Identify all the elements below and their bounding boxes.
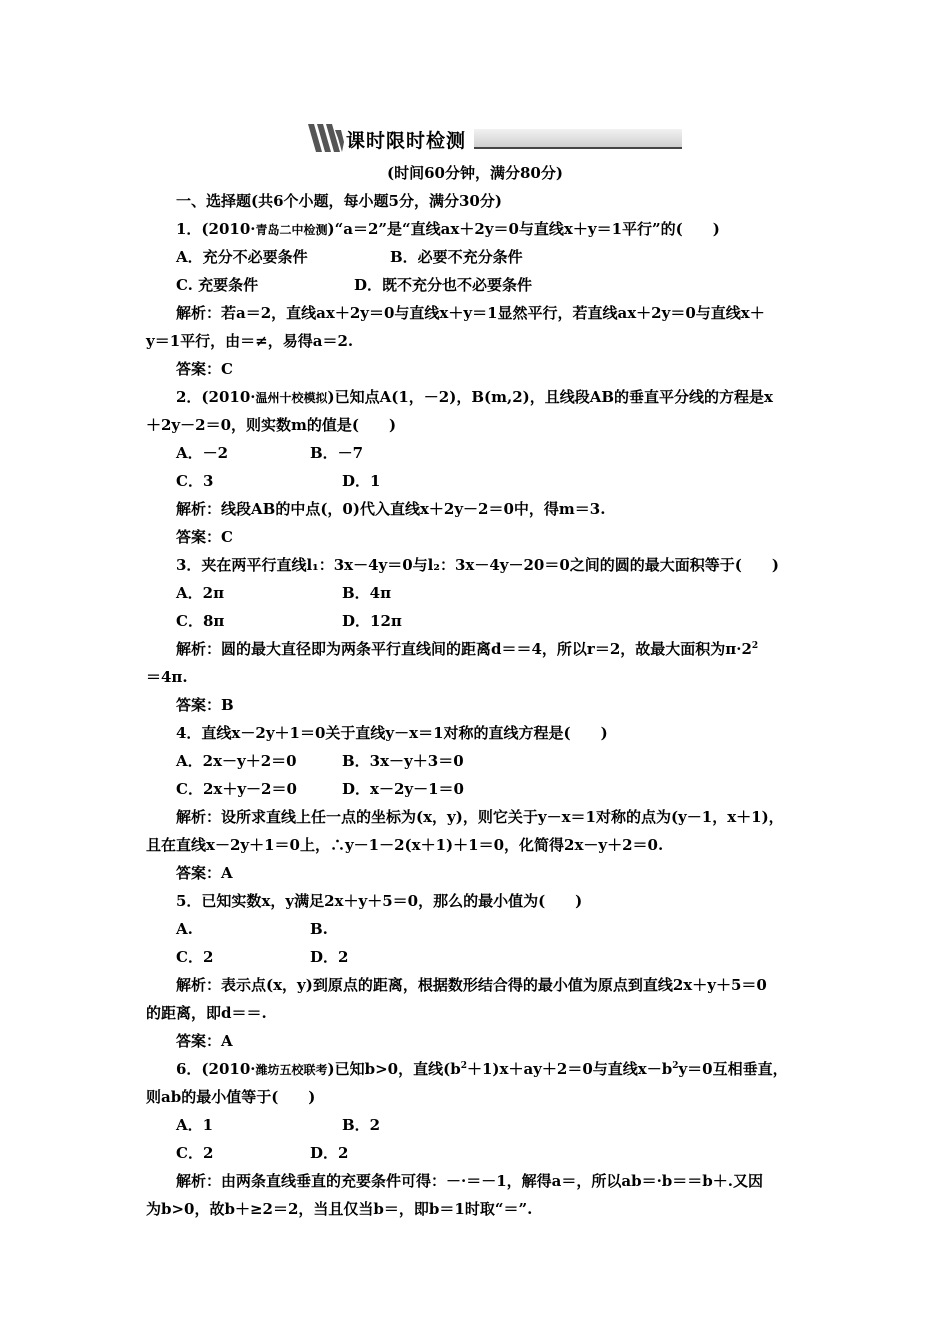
- q4-option-b: B．3x－y＋3＝0: [342, 752, 464, 770]
- q4-option-d: D．x－2y－1＝0: [342, 780, 464, 798]
- q2-answer: 答案：C: [176, 528, 233, 546]
- q1-solution-line2: y＝1平行，由＝≠，易得a＝2.: [146, 332, 354, 350]
- q3-option-d: D．12π: [342, 612, 402, 630]
- q2-options-row1: [176, 443, 846, 463]
- q6-number: 6．(2010·: [176, 1060, 256, 1078]
- q6-solution-line2: 为b>0，故b＋≥2＝2，当且仅当b＝，即b＝1时取“＝”.: [146, 1200, 533, 1218]
- q6-option-c: C．2: [176, 1144, 214, 1162]
- q2-solution: 解析：线段AB的中点(，0)代入直线x＋2y－2＝0中，得m＝3.: [176, 500, 606, 518]
- q3-option-a: A．2π: [176, 584, 225, 602]
- q2-options-row2: [176, 471, 846, 491]
- q6-stem-part1: )已知b>0，直线(b: [327, 1060, 461, 1078]
- q1-option-a: A．充分不必要条件: [176, 248, 308, 266]
- q1-option-b: B．必要不充分条件: [390, 248, 523, 266]
- q5-options-row2: [176, 947, 846, 967]
- q2-stem-line2: ＋2y－2＝0，则实数m的值是( ): [146, 416, 397, 434]
- q1-stem: )“a＝2”是“直线ax＋2y＝0与直线x＋y＝1平行”的( ): [327, 220, 720, 238]
- q1-option-d: D．既不充分也不必要条件: [354, 276, 533, 294]
- question-2: [176, 387, 846, 408]
- q3-solution-text: 解析：圆的最大直径即为两条平行直线间的距离d＝＝4，所以r＝2，故最大面积为π·2: [176, 640, 752, 658]
- stripes-icon: [308, 124, 344, 152]
- q1-number: 1．(2010·: [176, 220, 256, 238]
- q6-exponent-2: 2: [672, 1061, 679, 1071]
- q1-answer: 答案：C: [176, 360, 233, 378]
- q6-options-row1: [176, 1115, 846, 1135]
- q6-solution-line1: 解析：由两条直线垂直的充要条件可得：－·＝－1，解得a＝，所以ab＝·b＝＝b＋.又因: [176, 1172, 764, 1190]
- section-heading: 一、选择题(共6个小题，每小题5分，满分30分): [176, 192, 502, 210]
- q4-solution-line2: 且在直线x－2y＋1＝0上，∴y－1－2(x＋1)＋1＝0，化简得2x－y＋2＝0.: [146, 836, 664, 854]
- question-3: 3．夹在两平行直线l₁：3x－4y＝0与l₂：3x－4y－20＝0之间的圆的最大面积等于( ): [176, 556, 779, 574]
- q1-options-row1: [176, 247, 846, 267]
- q2-stem-line1: )已知点A(1，－2)，B(m,2)，且线段AB的垂直平分线的方程是x: [327, 388, 773, 406]
- q2-option-a: A．－2: [176, 444, 229, 462]
- q5-option-d: D．2: [310, 948, 349, 966]
- q2-option-d: D．1: [342, 472, 381, 490]
- q5-answer: 答案：A: [176, 1032, 233, 1050]
- q1-option-c: C. 充要条件: [176, 276, 259, 294]
- q5-options-row1: [176, 919, 846, 939]
- q1-solution-line1: 解析：若a＝2，直线ax＋2y＝0与直线x＋y＝1显然平行，若直线ax＋2y＝0与直线x＋: [176, 304, 765, 322]
- q6-options-row2: [176, 1143, 846, 1163]
- question-6: [176, 1059, 846, 1080]
- q4-option-a: A．2x－y＋2＝0: [176, 752, 297, 770]
- q6-source: 潍坊五校联考: [255, 1063, 328, 1077]
- q4-solution-line1: 解析：设所求直线上任一点的坐标为(x，y)，则它关于y－x＝1对称的点为(y－1，x＋1)，: [176, 808, 784, 826]
- q3-answer: 答案：B: [176, 696, 234, 714]
- q6-stem-part3: y＝0互相垂直，: [678, 1060, 788, 1078]
- q5-solution-line2: 的距离，即d＝＝.: [146, 1004, 267, 1022]
- q4-option-c: C．2x＋y－2＝0: [176, 780, 297, 798]
- q6-option-a: A．1: [176, 1116, 214, 1134]
- q3-solution-line1: [176, 639, 846, 659]
- question-5: 5．已知实数x，y满足2x＋y＋5＝0，那么的最小值为( ): [176, 892, 583, 910]
- q3-options-row1: [176, 583, 846, 603]
- q2-source: 温州十校模拟: [255, 391, 328, 405]
- q6-stem-part2: ＋1)x＋ay＋2＝0与直线x－b: [466, 1060, 673, 1078]
- q6-stem-line2: 则ab的最小值等于( ): [146, 1088, 316, 1106]
- q2-option-b: B．－7: [310, 444, 364, 462]
- q2-number: 2．(2010·: [176, 388, 256, 406]
- q3-option-b: B．4π: [342, 584, 392, 602]
- q5-option-b: B.: [310, 920, 328, 938]
- q6-option-b: B．2: [342, 1116, 381, 1134]
- q4-options-row2: [176, 779, 846, 799]
- q3-solution-exponent: 2: [751, 641, 759, 651]
- banner-bar: [474, 129, 682, 149]
- banner-title: 课时限时检测: [346, 130, 467, 152]
- time-note: (时间60分钟，满分80分): [387, 164, 563, 182]
- q1-source: 青岛二中检测: [255, 223, 328, 237]
- q1-options-row2: [176, 275, 846, 295]
- question-4: 4．直线x－2y＋1＝0关于直线y－x＝1对称的直线方程是( ): [176, 724, 608, 742]
- q6-exponent-1: 2: [460, 1061, 467, 1071]
- q6-option-d: D．2: [310, 1144, 349, 1162]
- q3-options-row2: [176, 611, 846, 631]
- q4-options-row1: [176, 751, 846, 771]
- q4-answer: 答案：A: [176, 864, 233, 882]
- section-banner: [308, 124, 682, 152]
- q5-option-a: A.: [176, 920, 193, 938]
- q5-option-c: C．2: [176, 948, 214, 966]
- question-1: [176, 219, 846, 240]
- q3-option-c: C．8π: [176, 612, 225, 630]
- q5-solution-line1: 解析：表示点(x，y)到原点的距离，根据数形结合得的最小值为原点到直线2x＋y＋5＝0: [176, 976, 767, 994]
- q3-solution-line2: ＝4π.: [146, 668, 188, 686]
- q2-option-c: C．3: [176, 472, 214, 490]
